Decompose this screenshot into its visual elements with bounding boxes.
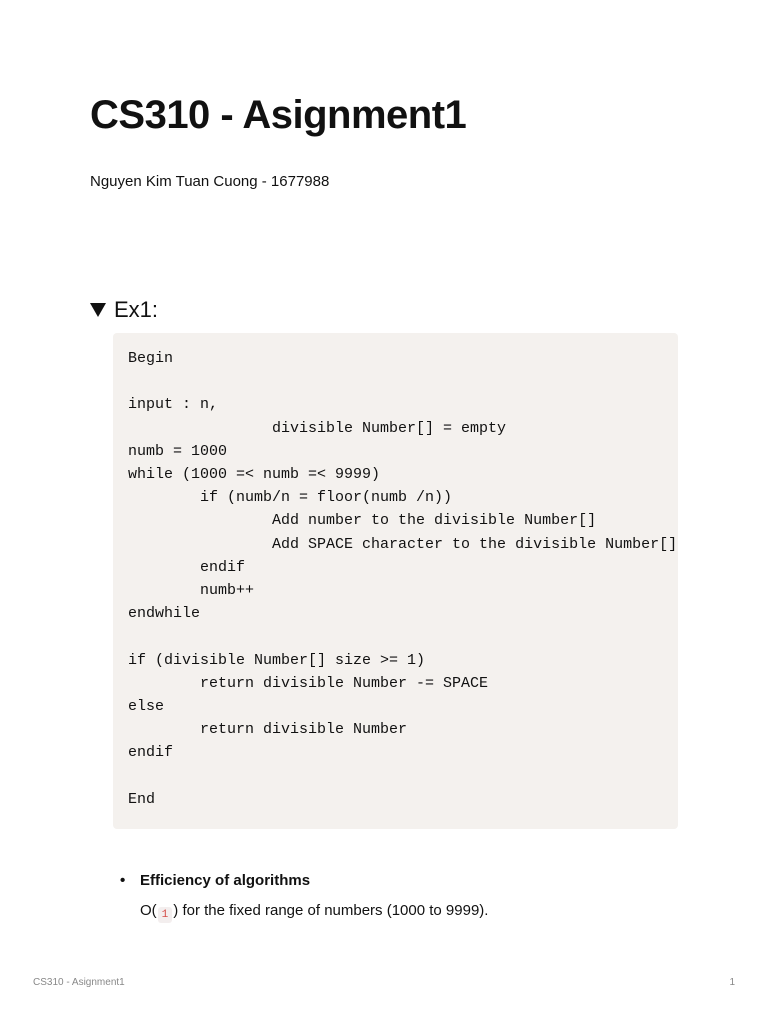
footer-title: CS310 - Asignment1 — [33, 977, 125, 988]
toggle-heading-ex1[interactable] — [90, 295, 158, 325]
bullet-item — [120, 870, 488, 923]
code-block — [113, 333, 678, 829]
bullet-body-suffix: ) for the fixed range of numbers (1000 to 9999). — [173, 902, 489, 919]
bullet-list — [120, 870, 488, 923]
bullet-dot-icon: • — [120, 872, 126, 889]
bullet-title: Efficiency of algorithms — [140, 872, 311, 889]
bullet-body — [140, 900, 488, 923]
footer-page-number: 1 — [729, 977, 735, 988]
section-heading: Ex1: — [114, 297, 159, 322]
inline-code: 1 — [158, 907, 173, 923]
code-content: Begin input : n, divisible Number[] = empty numb = 1000 while (1000 =< numb =< 9999) if (numb/n = floor(numb /n)) Add number to the divisible Number[] Add SPACE character to the divisible Number[] endif numb++ endwhile if (divisible Number[] size >= 1) return divisible Number -= SPACE else return divisible Number endif End — [128, 350, 678, 808]
author-line: Nguyen Kim Tuan Cuong - 1677988 — [90, 173, 330, 190]
toggle-triangle-icon[interactable] — [90, 303, 106, 317]
bullet-body-prefix: O( — [140, 902, 157, 919]
page-title: CS310 - Asignment1 — [90, 93, 467, 137]
page-footer — [33, 976, 735, 990]
